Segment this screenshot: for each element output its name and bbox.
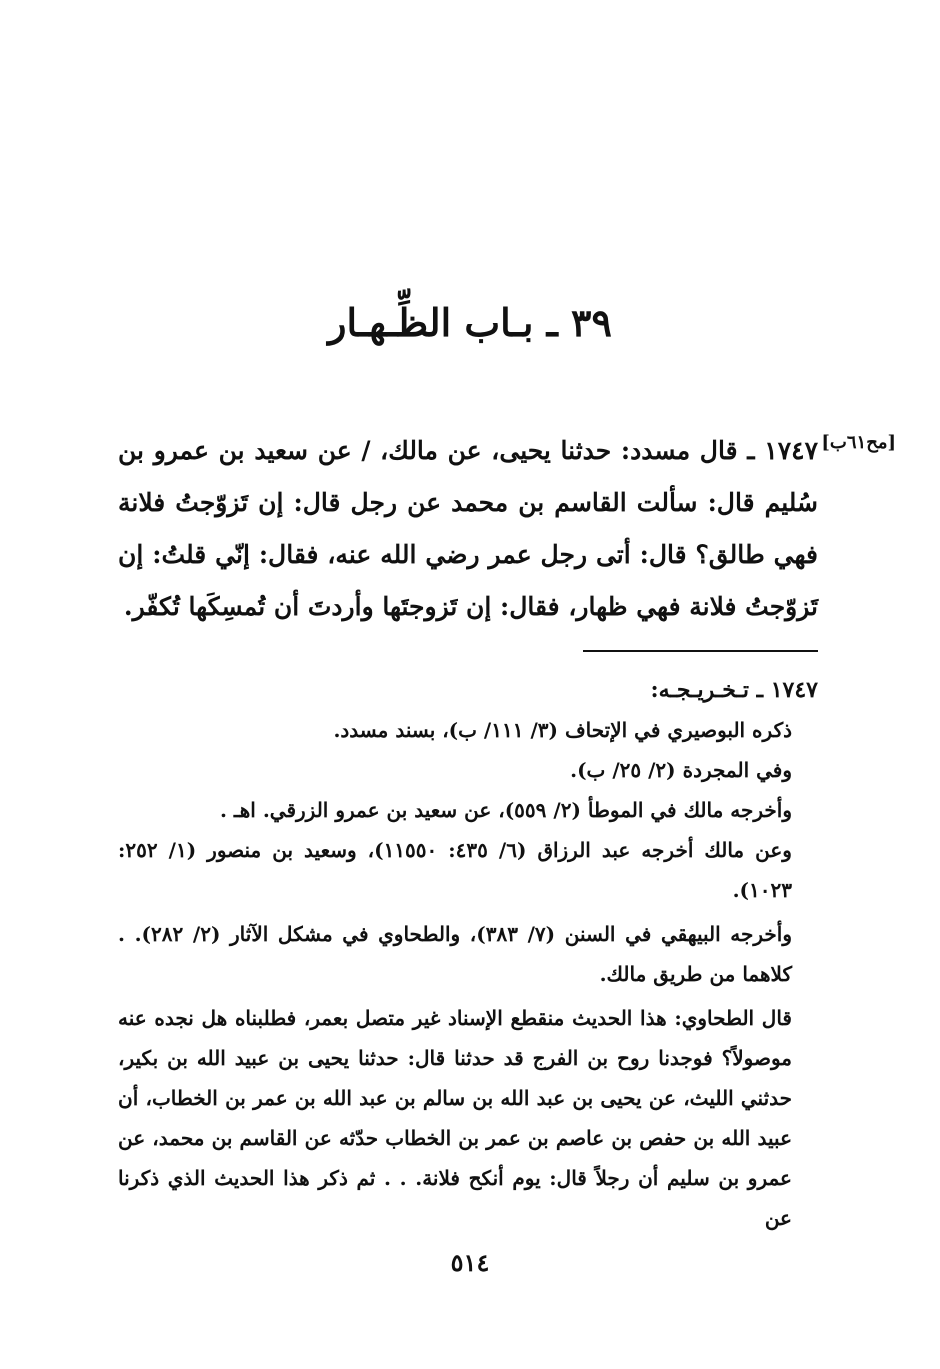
page-number: ٥١٤ bbox=[450, 1248, 490, 1277]
footnote-paragraph: وأخرجه البيهقي في السنن (٧/ ٣٨٣)، والطحاوي في مشكل الآثار (٢/ ٢٨٢). . كلاهما من طريق مالك. bbox=[118, 922, 792, 986]
footnote-line: وعن مالك أخرجه عبد الرزاق (٦/ ٤٣٥: ١١٥٥٠)، وسعيد بن منصور (١/ ٢٥٢: ١٠٢٣). bbox=[118, 838, 792, 902]
hadith-paragraph: ١٧٤٧ ـ قال مسدد: حدثنا يحيى، عن مالك، / عن سعيد بن عمرو بن سُليم قال: سألت القاسم بن محمد عن رجل قال: إن تَزوّجتُ فلانة فهي طالق؟ قال: أتى رجل عمر رضي الله عنه، فقال: إنّي قلتُ: إن تَزوّجتُ فلانة فهي ظهار، فقال: إن تَزوجتَها وأردتَ أن تُمسِكَها تُكفّر. bbox=[118, 436, 818, 621]
footnote-line: وأخرجه مالك في الموطأ (٢/ ٥٥٩)، عن سعيد بن عمرو الزرقي. اهـ . bbox=[219, 798, 792, 822]
chapter-title: ٣٩ ـ بـاب الظِّـهـار bbox=[328, 300, 612, 345]
hadith-text bbox=[118, 425, 818, 633]
margin-note: [مح٦١ب] bbox=[821, 432, 896, 453]
footnote-divider bbox=[583, 650, 818, 652]
footnote-line: ذكره البوصيري في الإتحاف (٣/ ١١١/ ب)، بسند مسدد. bbox=[333, 718, 792, 742]
footnotes bbox=[118, 670, 818, 1238]
footnote-heading: ١٧٤٧ ـ تـخـريـجـه: bbox=[650, 677, 818, 703]
footnote-line: وفي المجردة (٢/ ٢٥/ ب). bbox=[570, 758, 792, 782]
footnote-paragraph: قال الطحاوي: هذا الحديث منقطع الإسناد غير متصل بعمر، فطلبناه هل نجده عنه موصولاً؟ فوجدنا روح بن الفرج قد حدثنا قال: حدثنا يحيى بن عبيد الله بن بكير، حدثني الليث، عن يحيى بن عبد الله بن سالم بن عبد الله بن عمر بن الخطاب، أن عبيد الله بن حفص بن عاصم بن عمر بن الخطاب حدّثه عن القاسم بن محمد، عن عمرو بن سليم أن رجلاً قال: يوم أنكح فلانة. . . ثم ذكر هذا الحديث الذي ذكرنا عن bbox=[118, 1006, 792, 1230]
